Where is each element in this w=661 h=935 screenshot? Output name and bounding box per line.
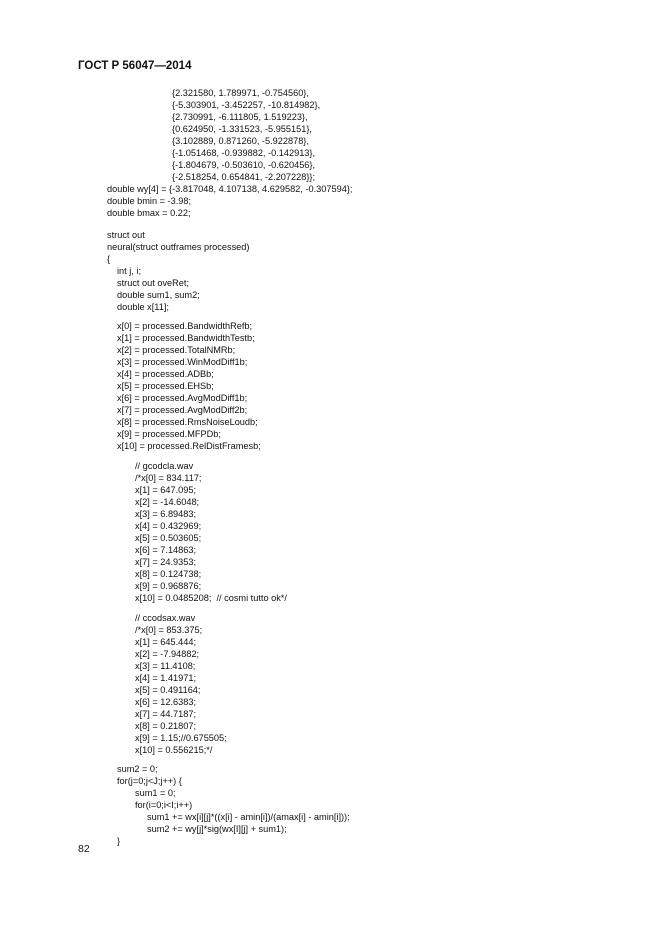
- code-line: {3.102889, 0.871260, -5.922878},: [172, 136, 309, 146]
- code-line: x[7] = 44.7187;: [135, 709, 197, 719]
- code-line: {-1.051468, -0.939882, -0.142913},: [172, 148, 316, 158]
- code-line: x[8] = 0.124738;: [135, 569, 202, 579]
- code-line: x[4] = processed.ADBb;: [117, 369, 214, 379]
- code-line: x[6] = 12.6383;: [135, 697, 197, 707]
- code-line: x[1] = processed.BandwidthTestb;: [117, 333, 255, 343]
- code-line: double bmin = -3.98;: [107, 196, 192, 206]
- code-line: {: [107, 254, 111, 264]
- code-line: /*x[0] = 853.375;: [135, 625, 203, 635]
- code-line: x[2] = -14.6048;: [135, 497, 200, 507]
- code-line: /*x[0] = 834.117;: [135, 473, 202, 483]
- code-line: sum2 = 0;: [117, 764, 158, 774]
- code-line: x[2] = processed.TotalNMRb;: [117, 345, 236, 355]
- code-line: x[10] = processed.RelDistFramesb;: [117, 441, 261, 451]
- code-line: {0.624950, -1.331523, -5.955151},: [172, 124, 312, 134]
- code-line: x[6] = processed.AvgModDiff1b;: [117, 393, 248, 403]
- code-line: struct out: [107, 230, 145, 240]
- code-line: x[9] = processed.MFPDb;: [117, 429, 221, 439]
- code-line: x[0] = processed.BandwidthRefb;: [117, 321, 253, 331]
- code-line: x[8] = 0.21807;: [135, 721, 197, 731]
- code-line: sum2 += wy[j]*sig(wx[I][j] + sum1);: [147, 824, 287, 834]
- page-number: 82: [78, 843, 90, 855]
- code-line: x[5] = 0.503605;: [135, 533, 202, 543]
- code-line: int j, i;: [117, 266, 141, 276]
- code-line: x[4] = 0.432969;: [135, 521, 202, 531]
- code-line: x[9] = 0.968876;: [135, 581, 202, 591]
- code-line: {-1.804679, -0.503610, -0.620456},: [172, 160, 316, 170]
- code-line: double sum1, sum2;: [117, 290, 200, 300]
- code-line: sum1 += wx[i][j]*((x[i] - amin[i])/(amax[i] - amin[i]));: [147, 812, 350, 822]
- code-line: struct out oveRet;: [117, 278, 190, 288]
- code-line: x[6] = 7.14863;: [135, 545, 197, 555]
- code-line: x[1] = 645.444;: [135, 637, 197, 647]
- code-line: {2.321580, 1.789971, -0.754560},: [172, 88, 309, 98]
- code-line: x[7] = 24.9353;: [135, 557, 197, 567]
- code-line: {-5.303901, -3.452257, -10.814982},: [172, 100, 321, 110]
- code-line: sum1 = 0;: [135, 788, 176, 798]
- code-line: x[2] = -7.94882;: [135, 649, 200, 659]
- code-line: double wy[4] = {-3.817048, 4.107138, 4.629582, -0.307594};: [107, 184, 353, 194]
- document-header: ГОСТ Р 56047—2014: [78, 60, 192, 72]
- code-line: x[5] = processed.EHSb;: [117, 381, 214, 391]
- code-line: x[3] = processed.WinModDiff1b;: [117, 357, 248, 367]
- code-line: x[10] = 0.556215;*/: [135, 745, 213, 755]
- code-line: double bmax = 0.22;: [107, 208, 191, 218]
- code-line: double x[11];: [117, 302, 169, 312]
- code-line: x[3] = 11.4108;: [135, 661, 196, 671]
- code-line: x[7] = processed.AvgModDiff2b;: [117, 405, 248, 415]
- code-line: for(i=0;i<I;i++): [135, 800, 193, 810]
- code-line: // gcodcla.wav: [135, 461, 194, 471]
- code-line: {2.730991, -6.111805, 1.519223},: [172, 112, 308, 122]
- code-line: x[8] = processed.RmsNoiseLoudb;: [117, 417, 258, 427]
- code-line: neural(struct outframes processed): [107, 242, 250, 252]
- code-line: // ccodsax.wav: [135, 613, 196, 623]
- code-line: x[5] = 0.491164;: [135, 685, 201, 695]
- code-line: x[10] = 0.0485208; // cosmi tutto ok*/: [135, 593, 287, 603]
- code-line: }: [117, 836, 121, 846]
- code-line: x[9] = 1.15;//0.675505;: [135, 733, 227, 743]
- code-line: x[1] = 647.095;: [135, 485, 197, 495]
- code-line: {-2.518254, 0.654841, -2.207228}};: [172, 172, 316, 182]
- code-line: x[4] = 1.41971;: [135, 673, 197, 683]
- code-line: x[3] = 6.89483;: [135, 509, 197, 519]
- code-line: for(j=0;j<J;j++) {: [117, 776, 182, 786]
